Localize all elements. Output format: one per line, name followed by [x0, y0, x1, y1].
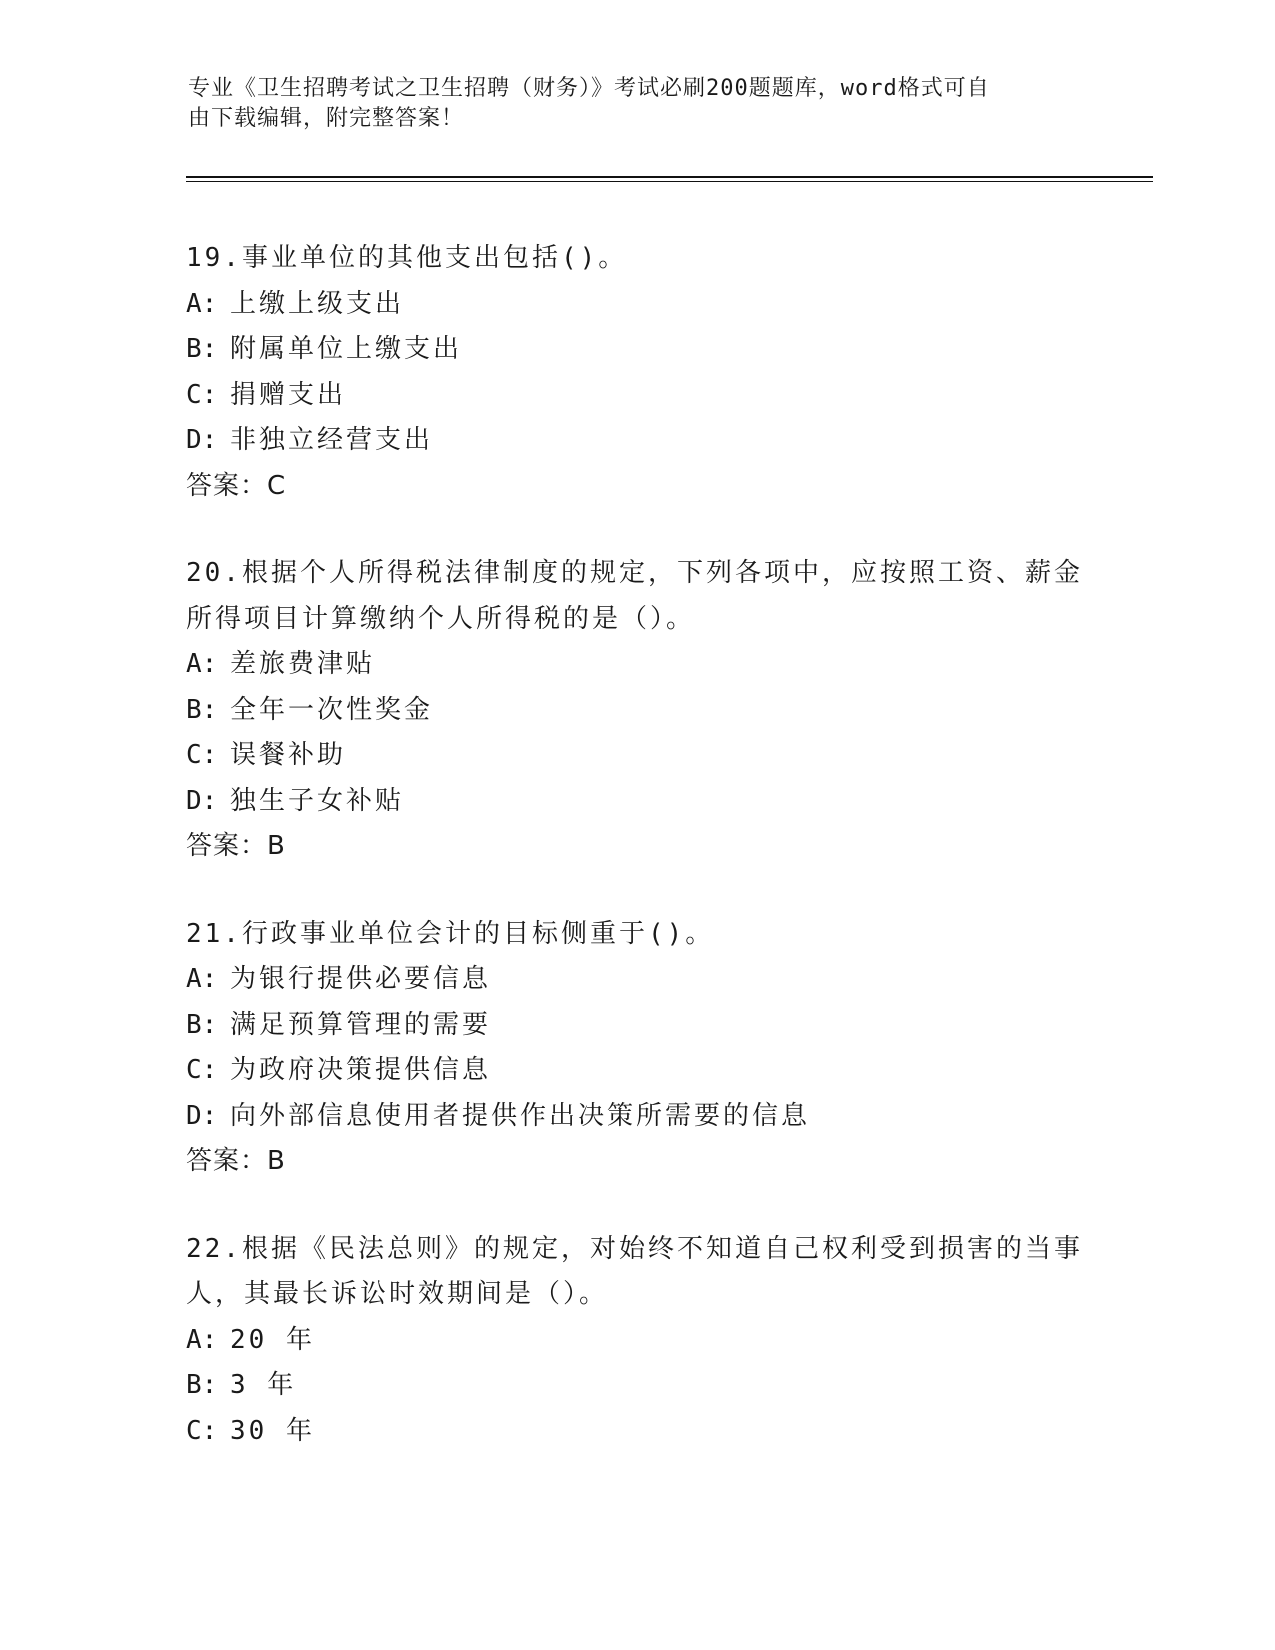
option-letter: D: [186, 1100, 218, 1131]
option-letter: D: [186, 425, 218, 455]
answer-key: 答案：B [186, 831, 286, 861]
header-line-2: 由下载编辑，附完整答案！ [188, 106, 465, 131]
answer-option [186, 733, 1086, 779]
option-letter: B: [186, 694, 218, 725]
answer-option [186, 1318, 1086, 1364]
option-letter: C: [186, 740, 218, 770]
answer-option [186, 282, 1086, 328]
option-text: 向外部信息使用者提供作出决策所需要的信息 [230, 1100, 811, 1131]
question-stem [186, 551, 1086, 642]
option-text: 上缴上级支出 [230, 288, 405, 319]
option-letter: D: [186, 785, 218, 816]
answer-option [186, 1409, 1086, 1455]
question-block [186, 912, 1086, 1185]
option-letter: C: [186, 1055, 218, 1085]
option-text: 非独立经营支出 [230, 425, 434, 455]
answer-option [186, 327, 1086, 373]
question-stem [186, 912, 1086, 958]
answer-option [186, 1003, 1086, 1049]
question-block [186, 236, 1086, 509]
answer-key: 答案：C [186, 470, 287, 501]
option-text: 附属单位上缴支出 [230, 334, 463, 364]
option-text: 全年一次性奖金 [230, 694, 434, 725]
option-letter: B: [186, 334, 218, 364]
question-stem-line: 19.事业单位的其他支出包括()。 [186, 243, 628, 273]
option-text: 为政府决策提供信息 [230, 1055, 492, 1085]
option-letter: C: [186, 379, 218, 410]
question-stem-line: 所得项目计算缴纳个人所得税的是（）。 [186, 603, 696, 634]
answer-option [186, 373, 1086, 419]
option-text: 30 年 [230, 1415, 315, 1446]
answer-option [186, 957, 1086, 1003]
question-stem-line: 22.根据《民法总则》的规定，对始终不知道自己权利受到损害的当事 [186, 1233, 1083, 1264]
question-stem-line: 人，其最长诉讼时效期间是（）。 [186, 1279, 609, 1309]
question-stem [186, 236, 1086, 282]
option-letter: B: [186, 1370, 218, 1400]
option-text: 误餐补助 [230, 740, 347, 770]
option-text: 20 年 [230, 1324, 315, 1355]
option-letter: C: [186, 1415, 218, 1446]
answer-option [186, 779, 1086, 825]
option-text: 满足预算管理的需要 [230, 1009, 492, 1040]
option-text: 差旅费津贴 [230, 649, 376, 679]
option-letter: B: [186, 1009, 218, 1040]
answer-option [186, 1048, 1086, 1094]
header-line-1: 专业《卫生招聘考试之卫生招聘（财务）》考试必刷200题题库，word格式可自 [188, 76, 990, 101]
option-letter: A: [186, 964, 218, 994]
question-block [186, 551, 1086, 870]
header-divider-thin [186, 181, 1153, 182]
header-divider-thick [186, 176, 1153, 178]
option-text: 独生子女补贴 [230, 785, 405, 816]
question-stem-line: 20.根据个人所得税法律制度的规定，下列各项中，应按照工资、薪金 [186, 558, 1083, 588]
document-header [188, 74, 1088, 134]
option-letter: A: [186, 1324, 218, 1355]
answer-option [186, 1094, 1086, 1140]
option-text: 捐赠支出 [230, 379, 347, 410]
option-letter: A: [186, 649, 218, 679]
question-stem [186, 1227, 1086, 1318]
question-list [186, 236, 1086, 1496]
question-block [186, 1227, 1086, 1455]
answer-key: 答案：B [186, 1146, 286, 1176]
option-letter: A: [186, 288, 218, 319]
answer-option [186, 642, 1086, 688]
answer-option [186, 418, 1086, 464]
answer-option [186, 688, 1086, 734]
question-stem-line: 21.行政事业单位会计的目标侧重于()。 [186, 918, 715, 949]
answer-option [186, 1363, 1086, 1409]
option-text: 为银行提供必要信息 [230, 964, 492, 994]
option-text: 3 年 [230, 1370, 297, 1400]
